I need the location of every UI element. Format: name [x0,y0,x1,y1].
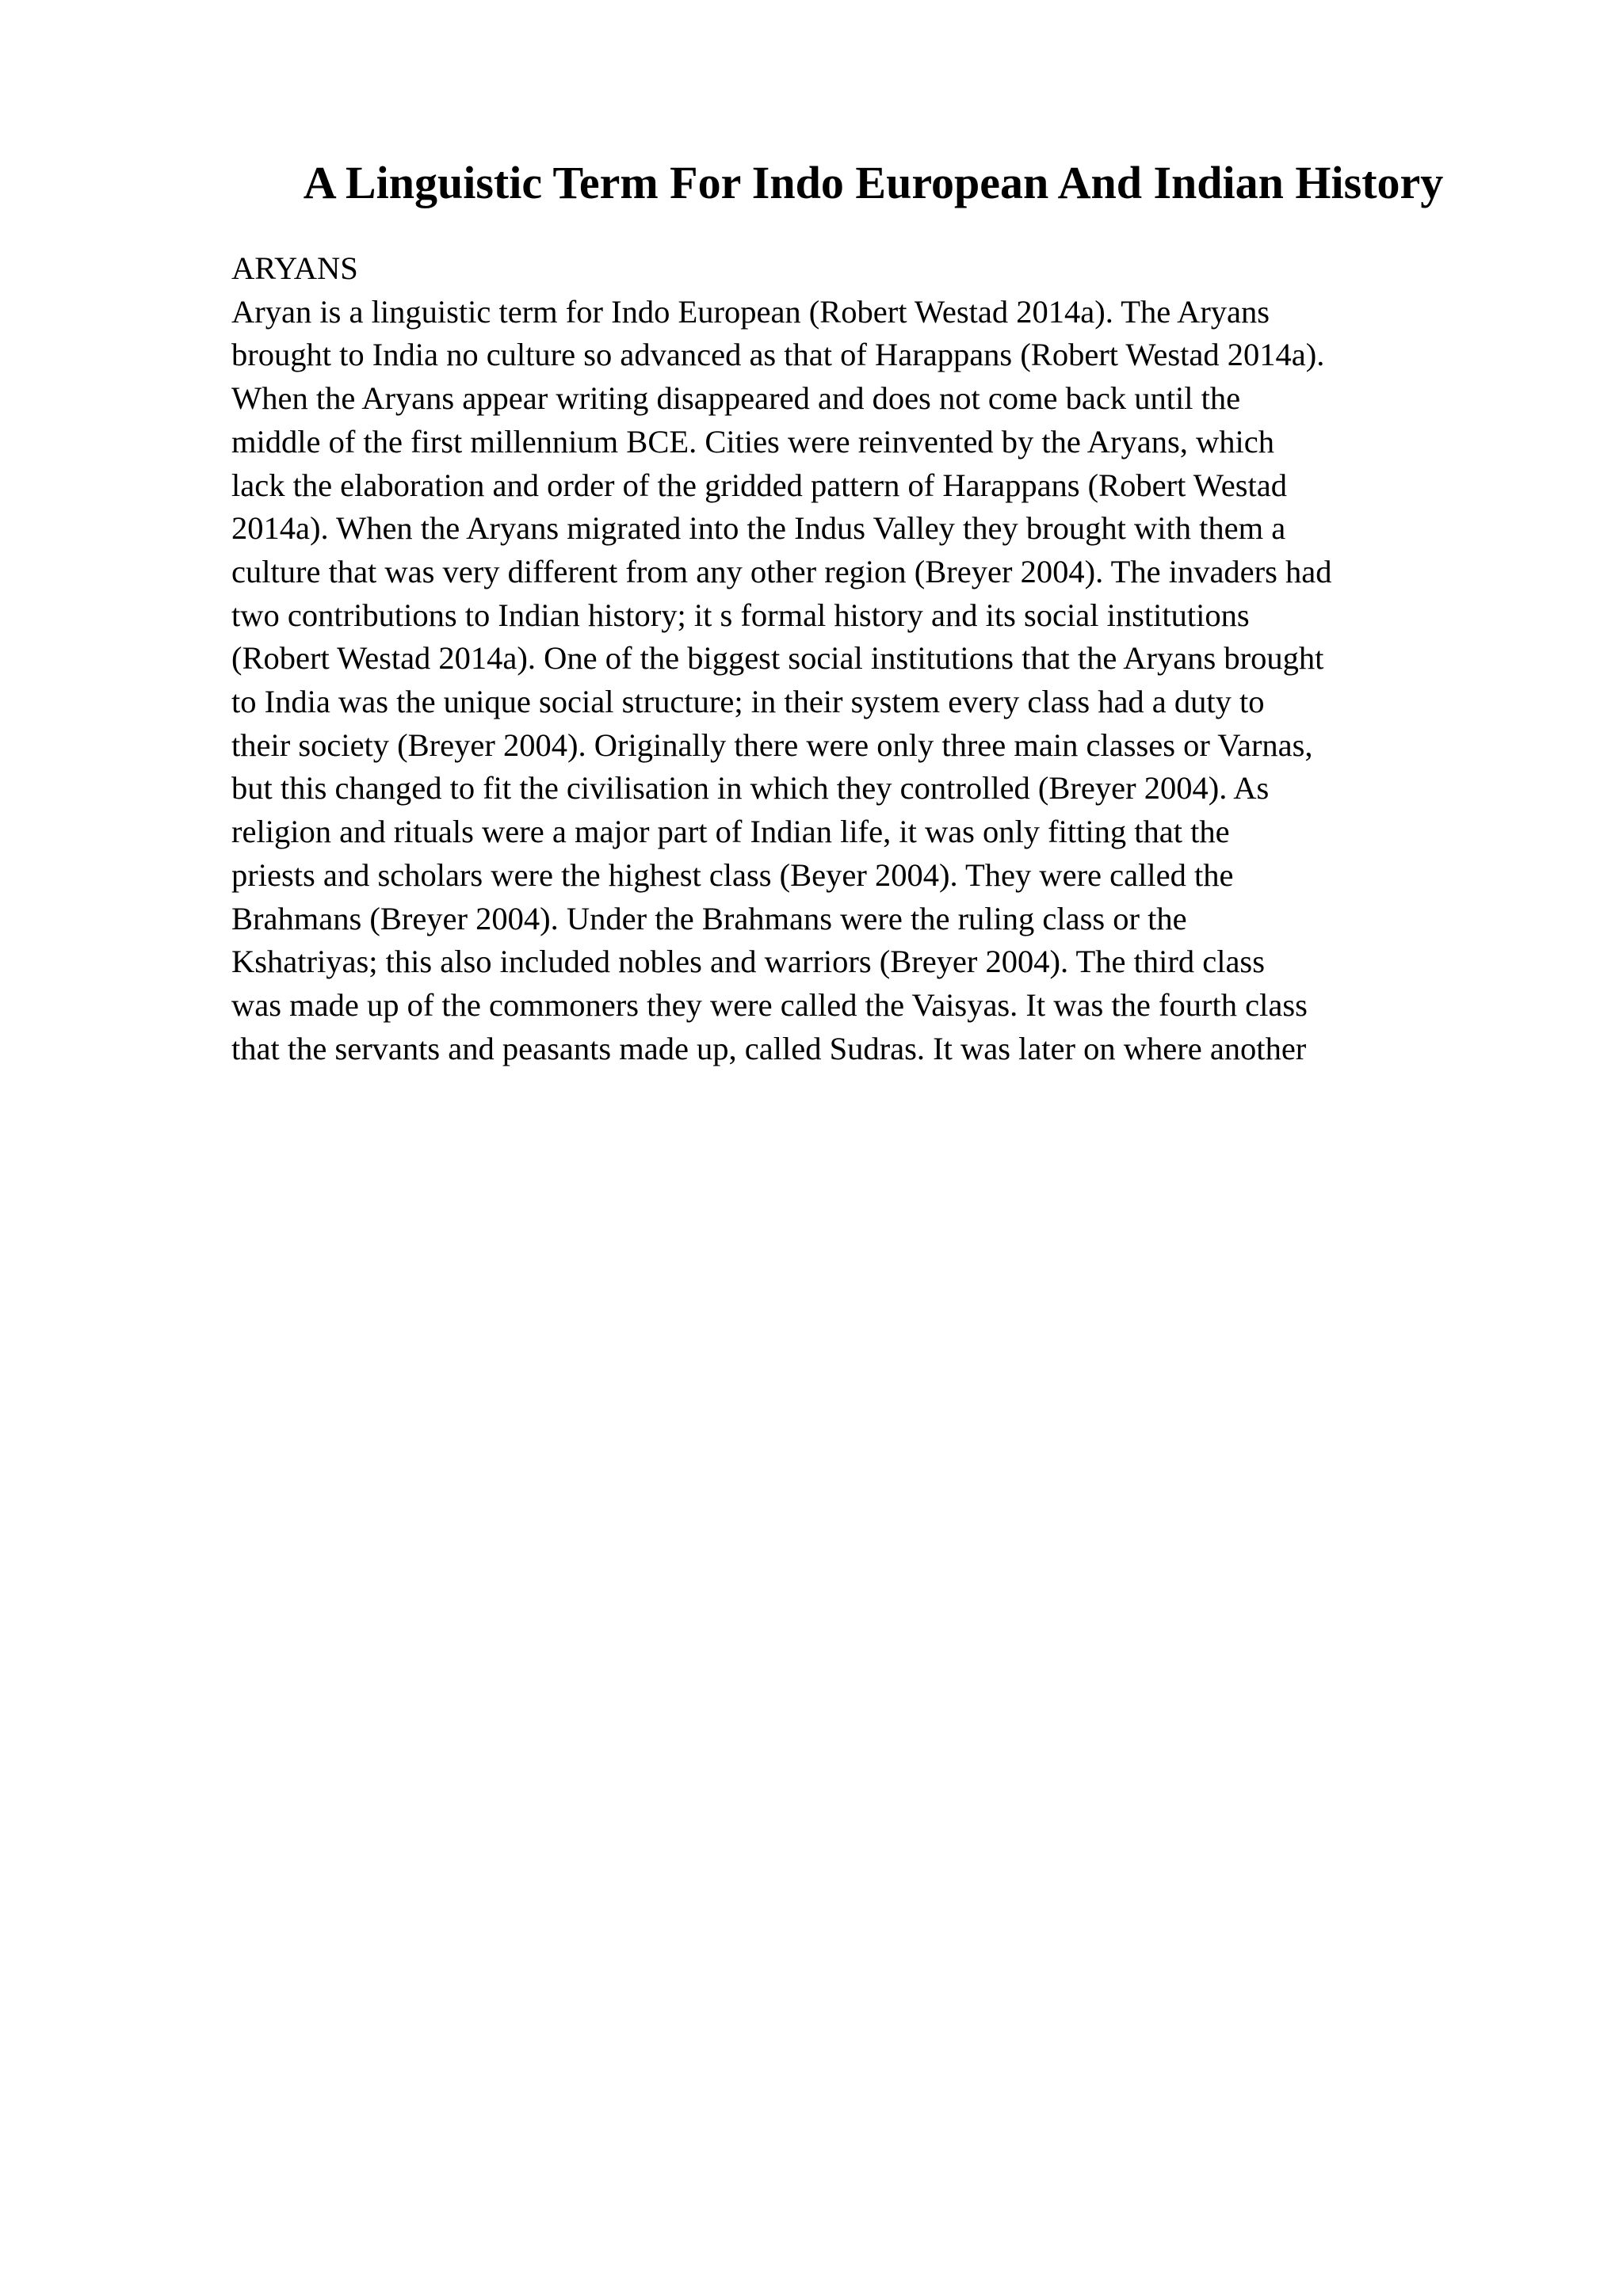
body-line: to India was the unique social structure; in their system every class had a duty to [231,684,1265,720]
body-line: two contributions to Indian history; it s formal history and its social institutions [231,597,1250,633]
body-line: priests and scholars were the highest class (Beyer 2004). They were called the [231,856,1234,893]
body-line: their society (Breyer 2004). Originally there were only three main classes or Varnas, [231,727,1313,763]
body-line: Brahmans (Breyer 2004). Under the Brahmans were the ruling class or the [231,900,1187,936]
body-line: culture that was very different from any other region (Breyer 2004). The invaders had [231,553,1332,589]
body-line: (Robert Westad 2014a). One of the biggest social institutions that the Aryans brought [231,640,1324,677]
body-line: brought to India no culture so advanced as that of Harappans (Robert Westad 2014a). [231,337,1325,373]
body-line: Aryan is a linguistic term for Indo European (Robert Westad 2014a). The Aryans [231,293,1270,330]
document-title: A Linguistic Term For Indo European And Indian History [303,157,1444,208]
body-line: that the servants and peasants made up, called Sudras. It was later on where another [231,1030,1307,1066]
body-line: lack the elaboration and order of the gridded pattern of Harappans (Robert Westad [231,467,1287,503]
body-line: 2014a). When the Aryans migrated into the Indus Valley they brought with them a [231,510,1286,547]
body-line: was made up of the commoners they were called the Vaisyas. It was the fourth class [231,986,1308,1023]
document-body [231,247,1531,1070]
section-heading: ARYANS [231,250,358,286]
body-line: When the Aryans appear writing disappeared and does not come back until the [231,380,1241,417]
body-line: religion and rituals were a major part of Indian life, it was only fitting that the [231,814,1230,850]
body-line: Kshatriyas; this also included nobles and warriors (Breyer 2004). The third class [231,944,1265,980]
body-line: middle of the first millennium BCE. Cities were reinvented by the Aryans, which [231,423,1274,460]
body-line: but this changed to fit the civilisation in which they controlled (Breyer 2004). As [231,770,1270,807]
